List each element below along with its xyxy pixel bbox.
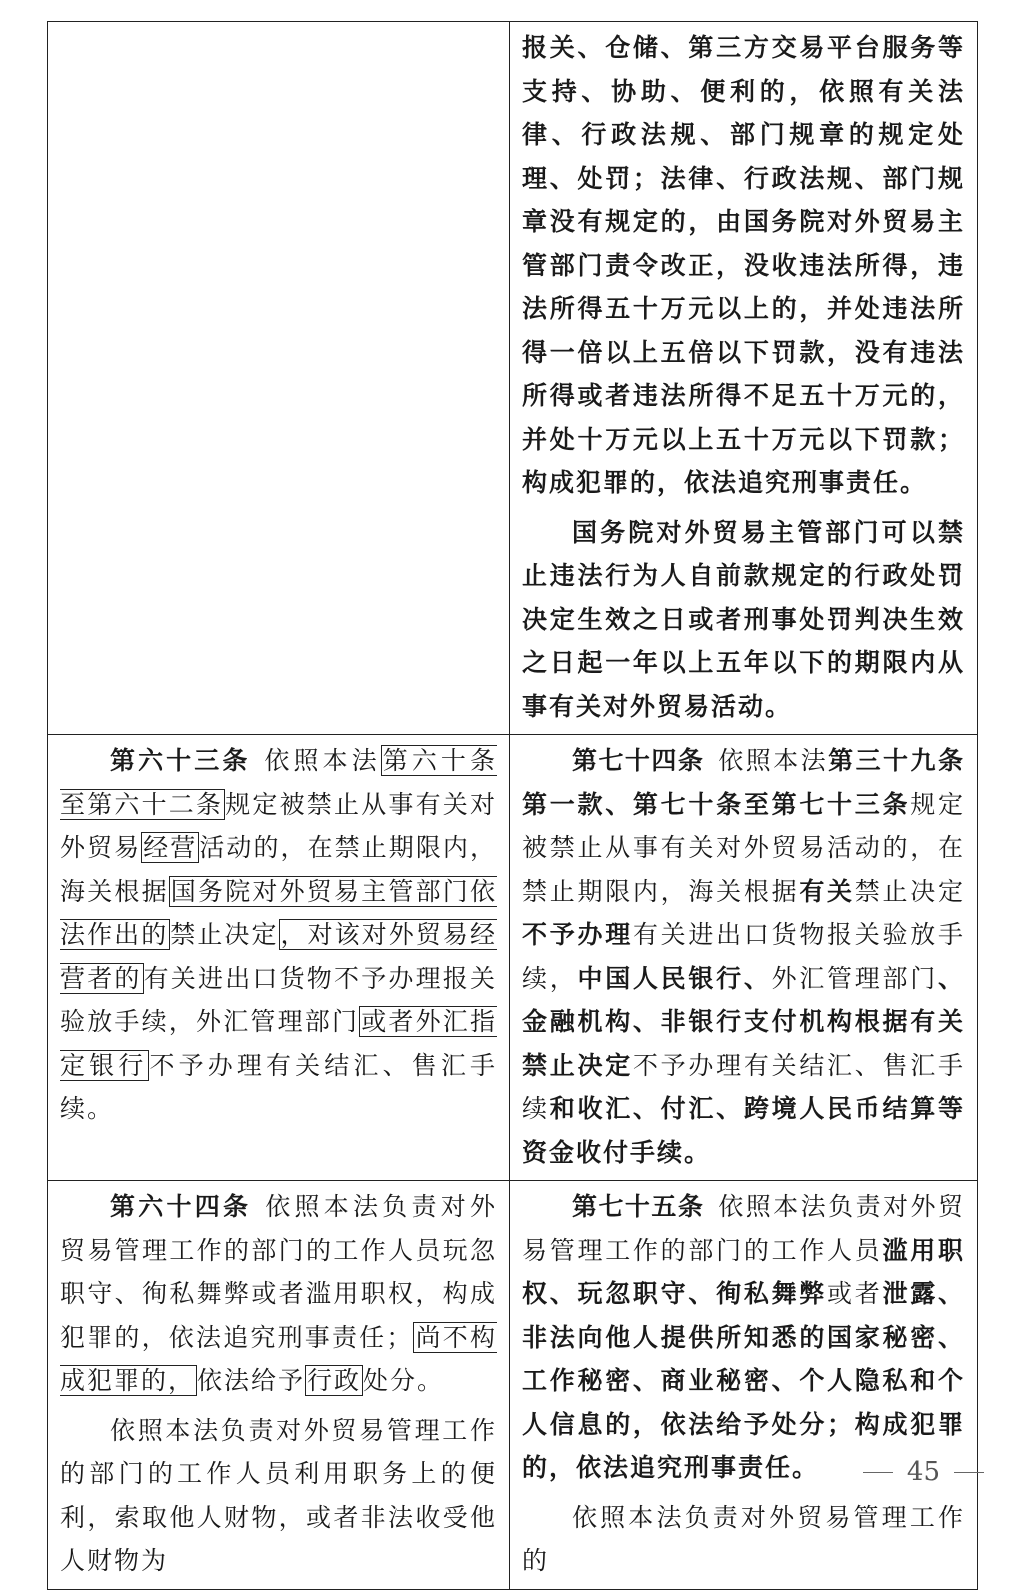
dash-divider bbox=[954, 1472, 984, 1473]
article-74 bbox=[522, 739, 965, 1174]
text: 依照本法负责对外贸易管理工作的部门的工作人员 bbox=[522, 1192, 965, 1265]
added-text: 中国人民银行、 bbox=[577, 963, 772, 993]
text: 有关进出口货物不予办理报关验放手续，外汇管理部门 bbox=[60, 963, 497, 1036]
added-text: 不予办理 bbox=[522, 920, 633, 949]
table-row bbox=[48, 22, 978, 735]
text: 外汇管理部门 bbox=[771, 963, 938, 993]
new-text-cell bbox=[510, 1181, 978, 1590]
deleted-text-box: 经营 bbox=[143, 833, 198, 862]
old-text-cell bbox=[48, 735, 510, 1181]
law-comparison-table bbox=[47, 21, 978, 1590]
added-text: 有关 bbox=[799, 876, 855, 906]
text: 处分。 bbox=[363, 1366, 445, 1395]
text: 依照本法 bbox=[718, 746, 829, 775]
article-64 bbox=[60, 1185, 497, 1403]
new-text-cell bbox=[510, 22, 978, 735]
page-number bbox=[863, 1457, 984, 1487]
paragraph: 依照本法负责对外贸易管理工作的部门的工作人员利用职务上的便利，索取他人财物，或者非法收受他人财物为 bbox=[60, 1415, 497, 1575]
added-text: 和收汇、付汇、跨境人民币结算等资金收付手续。 bbox=[522, 1094, 965, 1167]
paragraph: 依照本法负责对外贸易管理工作的 bbox=[522, 1502, 965, 1575]
added-text: 、金融机构、非银行支付机构根据有关禁止决定 bbox=[522, 963, 965, 1080]
text: 禁止决定 bbox=[170, 920, 279, 949]
text: 依法给予 bbox=[197, 1366, 306, 1395]
old-text-cell bbox=[48, 1181, 510, 1590]
deleted-text-box: 尚不构成犯罪的， bbox=[60, 1322, 497, 1395]
text: 不予办理有关结汇、售汇手续 bbox=[522, 1050, 965, 1123]
added-text: 泄露、非法向他人提供所知悉的国家秘密、工作秘密、商业秘密、个人隐私和个人信息的，依法给予处分；构成犯罪的，依法追究刑事责任。 bbox=[522, 1279, 965, 1482]
article-63 bbox=[60, 739, 497, 1131]
deleted-text-box: ，对该对外贸易经营者的 bbox=[60, 920, 497, 993]
table-row bbox=[48, 1181, 978, 1590]
article-title: 第七十五条 bbox=[572, 1192, 705, 1221]
text: 规定被禁止从事有关对外贸易活动的，在禁止期限内，海关根据 bbox=[522, 789, 965, 906]
text: 依照本法 bbox=[264, 746, 381, 775]
text: 活动的，在禁止期限内，海关根据 bbox=[60, 833, 497, 906]
text: 或者 bbox=[827, 1279, 883, 1308]
paragraph: 国务院对外贸易主管部门可以禁止违法行为人自前款规定的行政处罚决定生效之日或者刑事处罚判决生效之日起一年以上五年以下的期限内从事有关对外贸易活动。 bbox=[522, 517, 965, 721]
text: 规定被禁止从事有关对外贸易 bbox=[60, 789, 497, 862]
article-title: 第六十三条 bbox=[110, 746, 251, 775]
article-title: 第七十四条 bbox=[572, 746, 705, 775]
added-text: 第三十九条第一款、第七十条至第七十三条 bbox=[522, 746, 965, 819]
text: 有关进出口货物报关验放手续， bbox=[522, 920, 965, 993]
table-row bbox=[48, 735, 978, 1181]
new-text-cell bbox=[510, 735, 978, 1181]
added-text: 滥用职权、玩忽职守、徇私舞弊 bbox=[522, 1235, 965, 1308]
text: 依照本法负责对外贸易管理工作的部门的工作人员玩忽职守、徇私舞弊或者滥用职权，构成犯罪的，依法追究刑事责任； bbox=[60, 1192, 497, 1352]
paragraph: 报关、仓储、第三方交易平台服务等支持、协助、便利的，依照有关法律、行政法规、部门规章的规定处理、处罚；法律、行政法规、部门规章没有规定的，由国务院对外贸易主管部门责令改正，没收违法所得，违法所得五十万元以上的，并处违法所得一倍以上五倍以下罚款，没有违法所得或者违法所得不足五十万元的，并处十万元以上五十万元以下罚款；构成犯罪的，依法追究刑事责任。 bbox=[522, 33, 965, 497]
text: 禁止决定 bbox=[854, 876, 965, 906]
article-title: 第六十四条 bbox=[110, 1192, 252, 1221]
text: 不予办理有关结汇、售汇手续。 bbox=[60, 1050, 497, 1123]
deleted-text-box: 行政 bbox=[307, 1366, 362, 1395]
dash-divider bbox=[863, 1472, 893, 1473]
deleted-text-box: 第六十条至第六十二条 bbox=[60, 746, 497, 819]
deleted-text-box: 或者外汇指定银行 bbox=[60, 1007, 497, 1080]
page-number-text: 45 bbox=[906, 1457, 940, 1487]
article-75 bbox=[522, 1185, 965, 1490]
old-text-cell bbox=[48, 22, 510, 735]
deleted-text-box: 国务院对外贸易主管部门依法作出的 bbox=[60, 876, 497, 949]
